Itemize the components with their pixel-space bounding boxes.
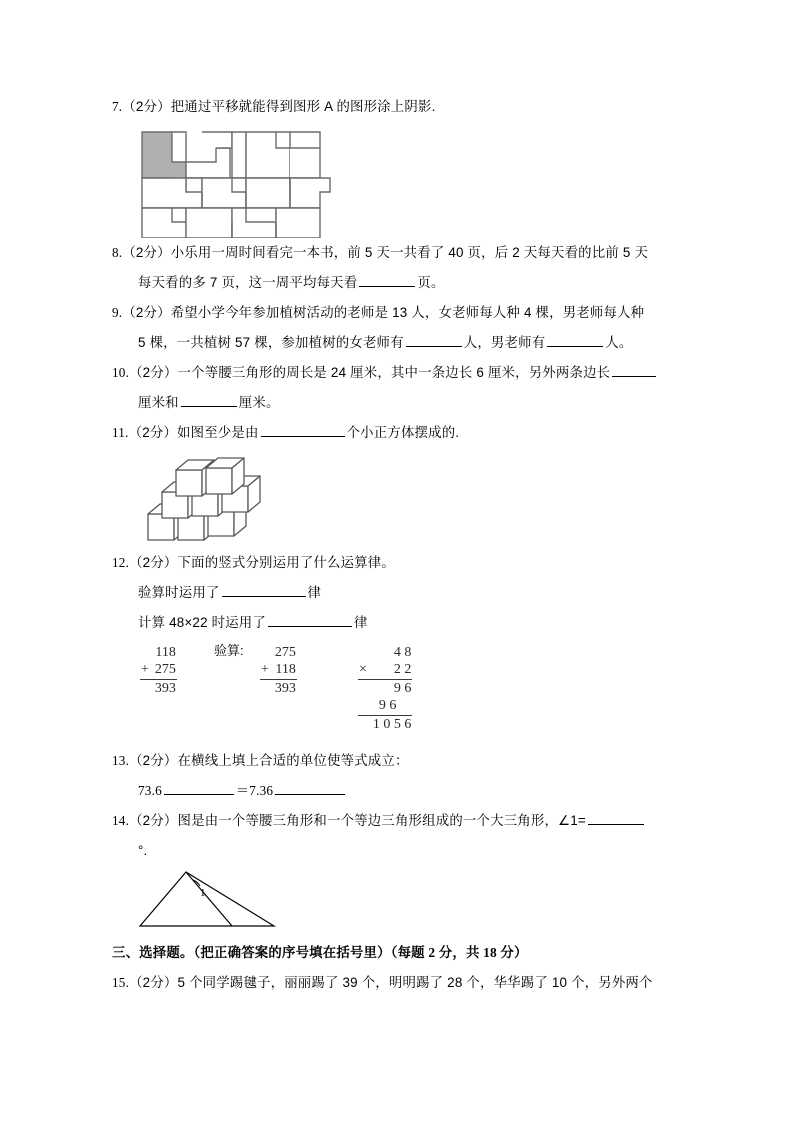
question-12-number: 12 [112,555,126,570]
question-12-answer-blank-2[interactable] [268,612,352,627]
question-15-points: （2分） [129,975,178,990]
calc-1-operand-1: 118 [155,645,176,660]
question-14-answer-blank[interactable] [588,810,644,825]
question-9-line-1: 9.（2分）希望小学今年参加植树活动的老师是 13 人，女老师每人种 4 棵，男老师每人种 [112,305,645,320]
question-14-text-2: °. [138,843,148,858]
question-12-sub-1-suffix: 律 [307,585,322,600]
question-13-text-1: 在横线上填上合适的单位使等式成立： [177,753,409,768]
calc-1-operator: + [140,661,154,680]
question-12-answer-blank-1[interactable] [222,582,306,597]
question-8-line-2 [112,268,692,298]
question-10-points: （2分） [129,365,178,380]
cube [206,458,244,494]
question-10-text-2: 厘米和 [138,395,179,410]
question-13-line-1: 13.（2分）在横线上填上合适的单位使等式成立： [112,753,409,768]
section-heading-3: 三、选择题。（把正确答案的序号填在括号里）（每题 2 分，共 18 分） [112,945,528,960]
page-content [112,92,692,998]
question-14-text-1: 图是由一个等腰三角形和一个等边三角形组成的一个大三角形，∠1= [177,813,586,828]
question-14-number: 14 [112,813,126,828]
question-8-number: 8 [112,245,119,260]
question-11 [112,418,692,448]
outer-triangle [140,872,274,926]
question-9-number: 9 [112,305,119,320]
question-12-sub-2-suffix: 律 [354,615,368,630]
question-13 [112,746,692,806]
question-7-figure [134,122,692,238]
question-11-figure [134,448,692,548]
question-10-text-1: 一个等腰三角形的周长是 24 厘米，其中一条边长 6 厘米，另外两条边长 [177,365,611,380]
inner-division-line [186,872,232,926]
question-14-line-2 [112,836,692,866]
question-9-answer-blank-1[interactable] [406,332,462,347]
question-10 [112,358,692,418]
question-11-line-1: 11.（2分）如图至少是由 个小正方体摆成的. [112,418,692,448]
question-9-line-2 [112,328,692,358]
calc-3-operator: × [358,661,372,680]
question-8-answer-blank[interactable] [359,272,415,287]
question-13-value-2: ＝7.36 [235,783,274,798]
question-15-line-1: 15.（2分）5 个同学踢毽子，丽丽踢了 39 个，明明踢了 28 个，华华踢了 10 个，另外两个 [112,975,653,990]
question-7-line-1: 7.（2分）把通过平移就能得到图形 A 的图形涂上阴影. [112,99,436,114]
question-9-answer-blank-2[interactable] [547,332,603,347]
question-15-text-1: 5 个同学踢毽子，丽丽踢了 39 个，明明踢了 28 个，华华踢了 10 个，另外两个 [177,975,653,990]
calculation-1 [140,644,177,697]
question-13-answer-blank-1[interactable] [164,780,234,795]
question-8-text-1: 小乐用一周时间看完一本书，前 5 天一共看了 40 页，后 2 天每天看的比前 5 天 [170,245,649,260]
question-11-text-1: 如图至少是由 [177,425,259,440]
question-12-sub-2-text: 计算 48×22 时运用了 [138,615,266,630]
question-14 [112,806,692,866]
calc-3-operand-2: 2 2 [372,661,413,680]
question-7 [112,92,692,122]
question-14-points: （2分） [129,813,178,828]
question-9-text-3: 人，男老师有 [463,335,546,350]
question-9-text-4: 人。 [605,335,633,350]
calc-2-result: 393 [274,681,296,696]
cube-stack-svg [140,452,270,548]
calc-3-partial-1: 9 6 [393,681,412,696]
question-7-points: （2分） [122,99,171,114]
question-12-text-1: 下面的竖式分别运用了什么运算律。 [177,555,395,570]
question-10-answer-blank-1[interactable] [612,362,656,377]
question-12 [112,548,692,638]
calc-1-operand-2: 275 [154,661,177,680]
question-15-number: 15 [112,975,126,990]
question-14-figure [122,866,692,938]
question-10-line-2 [112,388,692,418]
question-8-text-2: 每天看的多 7 页，这一周平均每天看 [138,275,358,290]
question-13-sub-1 [112,776,692,806]
question-8-line-1: 8.（2分）小乐用一周时间看完一本书，前 5 天一共看了 40 页，后 2 天每天看的比前 5 天 [112,245,649,260]
question-14-line-1: 14.（2分）图是由一个等腰三角形和一个等边三角形组成的一个大三角形，∠1= [112,806,692,836]
verify-label: 验算: [214,643,244,658]
question-12-points: （2分） [129,555,178,570]
triangle-svg [134,868,284,934]
question-10-answer-blank-2[interactable] [181,392,237,407]
question-11-answer-blank[interactable] [261,422,345,437]
question-7-text: 把通过平移就能得到图形 A 的图形涂上阴影. [170,99,436,114]
calc-3-partial-2: 9 6 [372,697,413,716]
calc-2-operand-1: 275 [274,645,296,660]
calc-2-operator: + [260,661,274,680]
calc-3-operand-1: 4 8 [393,645,412,660]
question-11-points: （2分） [128,425,178,440]
question-9-points: （2分） [122,305,171,320]
question-13-value-1: 73.6 [138,783,162,798]
question-10-line-1: 10.（2分）一个等腰三角形的周长是 24 厘米，其中一条边长 6 厘米，另外两条边长 [112,358,692,388]
calc-2-operand-2: 118 [274,661,297,680]
question-8 [112,238,692,298]
question-13-answer-blank-2[interactable] [275,780,345,795]
question-10-text-3: 厘米。 [238,395,280,410]
angle-label: 1 [200,887,206,899]
question-9 [112,298,692,358]
question-12-sub-1-text: 验算时运用了 [138,585,220,600]
question-12-calculations [130,638,692,746]
question-9-text-2: 5 棵，一共植树 57 棵，参加植树的女老师有 [138,335,404,350]
question-8-text-3: 页。 [417,275,445,290]
question-12-sub-1 [112,578,692,608]
question-7-number: 7 [112,99,119,114]
calculation-2 [260,644,297,697]
question-12-line-1: 12.（2分）下面的竖式分别运用了什么运算律。 [112,555,395,570]
question-10-number: 10 [112,365,126,380]
question-11-number: 11 [112,425,126,440]
question-13-number: 13 [112,753,126,768]
question-9-text-1: 希望小学今年参加植树活动的老师是 13 人，女老师每人种 4 棵，男老师每人种 [170,305,645,320]
question-12-sub-2 [112,608,692,638]
calc-1-result: 393 [154,681,176,696]
question-15 [112,968,692,998]
calculation-3 [358,644,412,733]
calc-3-result: 1 0 5 6 [372,717,412,732]
question-11-text-2: 个小正方体摆成的. [346,425,460,440]
tessellation-svg [134,126,334,238]
question-13-points: （2分） [129,753,178,768]
question-8-points: （2分） [122,245,171,260]
